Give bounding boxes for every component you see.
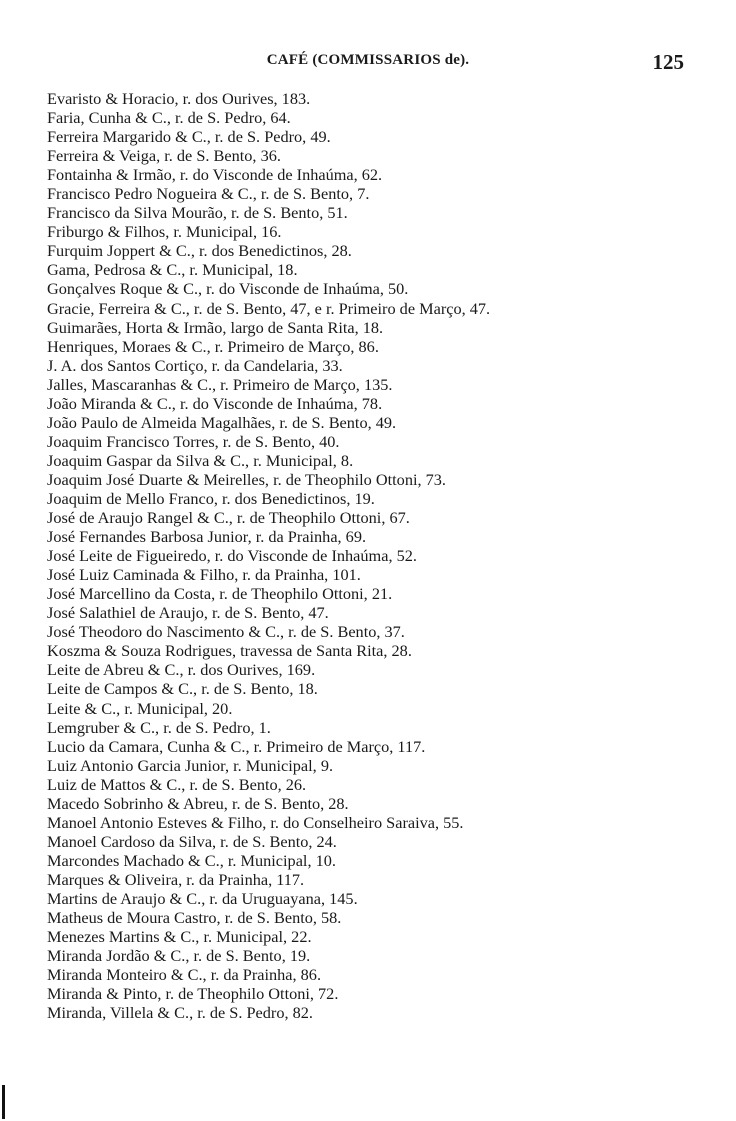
list-item: Ferreira & Veiga, r. de S. Bento, 36.	[47, 146, 281, 166]
section-title: CAFÉ (COMMISSARIOS de).	[266, 52, 470, 68]
list-item: José Leite de Figueiredo, r. do Visconde de Inhaúma, 52.	[47, 546, 417, 566]
list-item: Macedo Sobrinho & Abreu, r. de S. Bento, 28.	[47, 793, 349, 813]
list-item: Manoel Antonio Esteves & Filho, r. do Conselheiro Saraiva, 55.	[47, 812, 464, 832]
list-item: Furquim Joppert & C., r. dos Benedictinos, 28.	[47, 241, 352, 261]
list-item: Leite de Campos & C., r. de S. Bento, 18.	[47, 679, 318, 699]
list-item: Francisco da Silva Mourão, r. de S. Bento, 51.	[47, 203, 348, 223]
page-number: 125	[652, 50, 684, 74]
list-item: José Theodoro do Nascimento & C., r. de S. Bento, 37.	[47, 622, 405, 642]
list-item: Lucio da Camara, Cunha & C., r. Primeiro de Março, 117.	[47, 736, 426, 756]
list-item: José de Araujo Rangel & C., r. de Theophilo Ottoni, 67.	[47, 508, 410, 528]
list-item: Guimarães, Horta & Irmão, largo de Santa Rita, 18.	[47, 317, 384, 337]
list-item: Gonçalves Roque & C., r. do Visconde de Inhaúma, 50.	[47, 279, 409, 299]
list-item: Fontainha & Irmão, r. do Visconde de Inhaúma, 62.	[47, 165, 383, 185]
list-item: Jalles, Mascaranhas & C., r. Primeiro de Março, 135.	[47, 374, 393, 394]
list-item: Lemgruber & C., r. de S. Pedro, 1.	[47, 717, 271, 737]
list-item: Miranda Jordão & C., r. de S. Bento, 19.	[47, 946, 311, 966]
list-item: Miranda & Pinto, r. de Theophilo Ottoni, 72.	[47, 984, 339, 1004]
list-item: Francisco Pedro Nogueira & C., r. de S. Bento, 7.	[47, 184, 370, 204]
list-item: Gama, Pedrosa & C., r. Municipal, 18.	[47, 260, 298, 280]
list-item: Joaquim Francisco Torres, r. de S. Bento, 40.	[47, 431, 340, 451]
list-item: Manoel Cardoso da Silva, r. de S. Bento, 24.	[47, 831, 337, 851]
list-item: Menezes Martins & C., r. Municipal, 22.	[47, 927, 312, 947]
list-item: José Marcellino da Costa, r. de Theophilo Ottoni, 21.	[47, 584, 393, 604]
entry-list	[47, 89, 707, 1022]
list-item: Luiz Antonio Garcia Junior, r. Municipal, 9.	[47, 755, 334, 775]
list-item: Miranda Monteiro & C., r. da Prainha, 86.	[47, 965, 322, 985]
list-item: Henriques, Moraes & C., r. Primeiro de Março, 86.	[47, 336, 379, 356]
list-item: João Miranda & C., r. do Visconde de Inhaúma, 78.	[47, 393, 383, 413]
list-item: Marcondes Machado & C., r. Municipal, 10.	[47, 850, 336, 870]
list-item: Matheus de Moura Castro, r. de S. Bento, 58.	[47, 908, 342, 928]
list-item: Marques & Oliveira, r. da Prainha, 117.	[47, 869, 305, 889]
list-item: Miranda, Villela & C., r. de S. Pedro, 82.	[47, 1003, 313, 1023]
list-item: Joaquim José Duarte & Meirelles, r. de Theophilo Ottoni, 73.	[47, 469, 446, 489]
list-item: Gracie, Ferreira & C., r. de S. Bento, 47, e r. Primeiro de Março, 47.	[47, 298, 491, 318]
list-item: Martins de Araujo & C., r. da Uruguayana, 145.	[47, 888, 358, 908]
list-item: Joaquim Gaspar da Silva & C., r. Municipal, 8.	[47, 450, 354, 470]
list-item: Ferreira Margarido & C., r. de S. Pedro, 49.	[47, 127, 331, 147]
list-item: José Salathiel de Araujo, r. de S. Bento, 47.	[47, 603, 329, 623]
list-item: Joaquim de Mello Franco, r. dos Benedictinos, 19.	[47, 488, 375, 508]
list-item: Leite & C., r. Municipal, 20.	[47, 698, 233, 718]
scan-edge-mark	[2, 1085, 5, 1119]
list-item: Evaristo & Horacio, r. dos Ourives, 183.	[47, 89, 311, 108]
list-item: Koszma & Souza Rodrigues, travessa de Santa Rita, 28.	[47, 641, 412, 661]
list-item: Friburgo & Filhos, r. Municipal, 16.	[47, 222, 282, 242]
list-item: Leite de Abreu & C., r. dos Ourives, 169.	[47, 660, 316, 680]
page-header	[0, 52, 736, 78]
list-item: J. A. dos Santos Cortiço, r. da Candelaria, 33.	[47, 355, 343, 375]
list-item: José Fernandes Barbosa Junior, r. da Prainha, 69.	[47, 527, 367, 547]
list-item: José Luiz Caminada & Filho, r. da Prainha, 101.	[47, 565, 361, 585]
list-item: Luiz de Mattos & C., r. de S. Bento, 26.	[47, 774, 307, 794]
list-item: Faria, Cunha & C., r. de S. Pedro, 64.	[47, 108, 291, 128]
list-item: João Paulo de Almeida Magalhães, r. de S. Bento, 49.	[47, 412, 397, 432]
